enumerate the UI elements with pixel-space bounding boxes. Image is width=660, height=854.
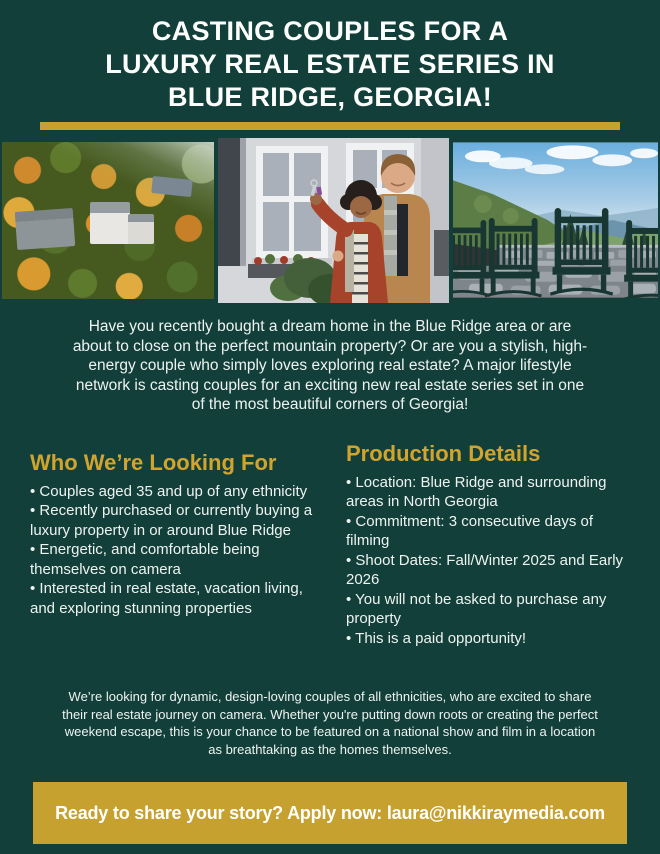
photo-couple-with-keys <box>218 138 449 303</box>
looking-for-bullet: • Couples aged 35 and up of any ethnicity <box>30 482 332 502</box>
page-title <box>0 0 660 114</box>
section-looking-for <box>30 441 332 649</box>
details-columns <box>30 441 630 649</box>
cta-text: Ready to share your story? Apply now: laura@nikkiraymedia.com <box>55 802 605 823</box>
production-bullet: • You will not be asked to purchase any property <box>346 590 630 629</box>
production-bullet: • Commitment: 3 consecutive days of filming <box>346 512 630 551</box>
photo-overlook-rocking-chairs <box>453 142 658 298</box>
title-line-1: CASTING COUPLES FOR A <box>151 16 509 46</box>
house-shape <box>15 208 76 250</box>
production-bullet: • Shoot Dates: Fall/Winter 2025 and Early 2026 <box>346 551 630 590</box>
title-line-3: BLUE RIDGE, GEORGIA! <box>167 82 492 112</box>
gold-divider <box>40 122 620 130</box>
house-shape <box>151 175 193 196</box>
production-heading: Production Details <box>346 440 541 466</box>
couple-illustration <box>218 138 449 303</box>
cta-banner <box>33 782 627 844</box>
section-production-details <box>346 441 630 649</box>
looking-for-bullet: • Energetic, and comfortable being themselves on camera <box>30 540 332 579</box>
looking-for-bullet: • Interested in real estate, vacation living, and exploring stunning properties <box>30 579 332 618</box>
photo-aerial-autumn-homes <box>2 142 214 299</box>
production-bullet: • This is a paid opportunity! <box>346 629 630 649</box>
production-bullet: • Location: Blue Ridge and surrounding areas in North Georgia <box>346 473 630 512</box>
intro-paragraph: Have you recently bought a dream home in the Blue Ridge area or are about to close on the perfect mountain property? Or are you a stylish, high-energy couple who simply loves exploring real estate? A major lifestyle network is casting couples for an exciting new real estate series set in one of the most beautiful corners of Georgia! <box>72 318 588 413</box>
title-line-2: LUXURY REAL ESTATE SERIES IN <box>105 49 555 79</box>
outro-paragraph: We’re looking for dynamic, design-loving couples of all ethnicities, who are excited to share their real estate journey on camera. Whether you're putting down roots or creating the perfect weekend escape, this is your chance to be featured on a national show and film in a location as breathtaking as the homes themselves. <box>62 689 598 757</box>
house-shape <box>128 214 154 244</box>
photo-strip <box>0 137 660 303</box>
looking-for-heading: Who We’re Looking For <box>30 449 277 475</box>
overlook-illustration <box>453 142 658 298</box>
looking-for-bullet: • Recently purchased or currently buying a luxury property in or around Blue Ridge <box>30 501 332 540</box>
house-shape <box>90 202 130 244</box>
